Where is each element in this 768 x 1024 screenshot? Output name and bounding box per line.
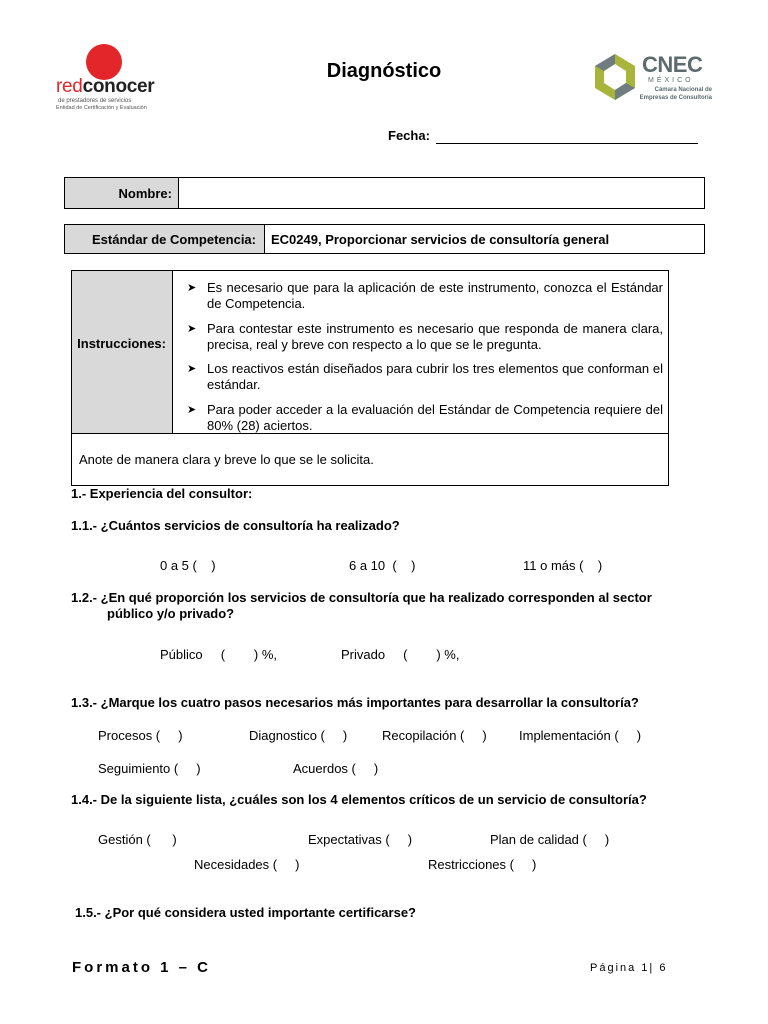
option-recopilacion[interactable]: Recopilación ( ): [382, 728, 487, 743]
question-1-2: 1.2.- ¿En qué proporción los servicios de consultoría que ha realizado corresponden al sector: [71, 590, 652, 605]
option-plan-de-calidad[interactable]: Plan de calidad ( ): [490, 832, 610, 847]
instruction-item: ➤ Para contestar este instrumento es necesario que responda de manera clara, precisa, real y breve con respecto a lo que se le pregunta.: [187, 321, 663, 352]
question-1-4: 1.4.- De la siguiente lista, ¿cuáles son los 4 elementos críticos de un servicio de consultoría?: [71, 792, 647, 807]
question-1-3: 1.3.- ¿Marque los cuatro pasos necesarios más importantes para desarrollar la consultoría?: [71, 695, 639, 710]
logo-subtitle: de prestadores de servicios: [58, 98, 132, 104]
instructions-box: [71, 270, 669, 486]
option-seguimiento[interactable]: Seguimiento ( ): [98, 761, 201, 776]
option-publico[interactable]: Público ( ) %,: [160, 647, 278, 662]
fecha-label: Fecha:: [388, 128, 430, 143]
cnec-subtitle: Cámara Nacional de Empresas de Consultoría: [639, 87, 712, 101]
instruction-item: ➤ Es necesario que para la aplicación de este instrumento, conozca el Estándar de Competencia.: [187, 280, 663, 311]
estandar-value: EC0249, Proporcionar servicios de consultoría general: [265, 225, 705, 254]
section-heading: 1.- Experiencia del consultor:: [71, 486, 253, 501]
arrow-bullet-icon: ➤: [187, 323, 197, 335]
cnec-wordmark: CNEC: [642, 52, 703, 77]
option-acuerdos[interactable]: Acuerdos ( ): [293, 761, 379, 776]
nombre-label: Nombre:: [65, 178, 179, 209]
option-6-a-10[interactable]: 6 a 10 ( ): [349, 558, 416, 573]
page-title: Diagnóstico: [326, 60, 442, 82]
logo-subtitle-2: Entidad de Certificación y Evaluación: [56, 105, 147, 111]
option-expectativas[interactable]: Expectativas ( ): [308, 832, 413, 847]
nombre-field[interactable]: [179, 178, 705, 209]
instruction-item: ➤ Los reactivos están diseñados para cubrir los tres elementos que conforman el estándar.: [187, 361, 663, 392]
question-1-2-cont: público y/o privado?: [107, 606, 235, 621]
cnec-logo: [592, 52, 722, 112]
estandar-label: Estándar de Competencia:: [65, 225, 265, 254]
arrow-bullet-icon: ➤: [187, 282, 197, 294]
instruction-item: ➤ Para poder acceder a la evaluación del Estándar de Competencia requiere del 80% (28) aciertos.: [187, 402, 663, 433]
question-1-1: 1.1.- ¿Cuántos servicios de consultoría ha realizado?: [71, 518, 400, 533]
option-0-a-5[interactable]: 0 a 5 ( ): [160, 558, 216, 573]
nombre-row: [64, 177, 705, 209]
instructions-label-cell: [72, 271, 173, 433]
arrow-bullet-icon: ➤: [187, 404, 197, 416]
option-procesos[interactable]: Procesos ( ): [98, 728, 183, 743]
footer-page-number: Página 1| 6: [590, 962, 668, 974]
instructions-list: [173, 271, 667, 433]
instructions-label: Instrucciones:: [77, 336, 166, 351]
option-11-o-mas[interactable]: 11 o más ( ): [523, 558, 603, 573]
question-1-5: 1.5.- ¿Por qué considera usted importante certificarse?: [75, 905, 416, 920]
option-diagnostico[interactable]: Diagnostico ( ): [249, 728, 348, 743]
instructions-note: Anote de manera clara y breve lo que se le solicita.: [79, 452, 374, 467]
estandar-row: [64, 224, 705, 254]
option-gestion[interactable]: Gestión ( ): [98, 832, 177, 847]
logo-wordmark: redconocer: [56, 76, 155, 97]
cnec-country: MÉXICO: [648, 77, 694, 84]
option-restricciones[interactable]: Restricciones ( ): [428, 857, 537, 872]
footer-format: Formato 1 – C: [72, 959, 212, 976]
arrow-bullet-icon: ➤: [187, 363, 197, 375]
option-implementacion[interactable]: Implementación ( ): [519, 728, 642, 743]
option-privado[interactable]: Privado ( ) %,: [341, 647, 460, 662]
fecha-input-line[interactable]: [436, 143, 698, 144]
option-necesidades[interactable]: Necesidades ( ): [194, 857, 300, 872]
